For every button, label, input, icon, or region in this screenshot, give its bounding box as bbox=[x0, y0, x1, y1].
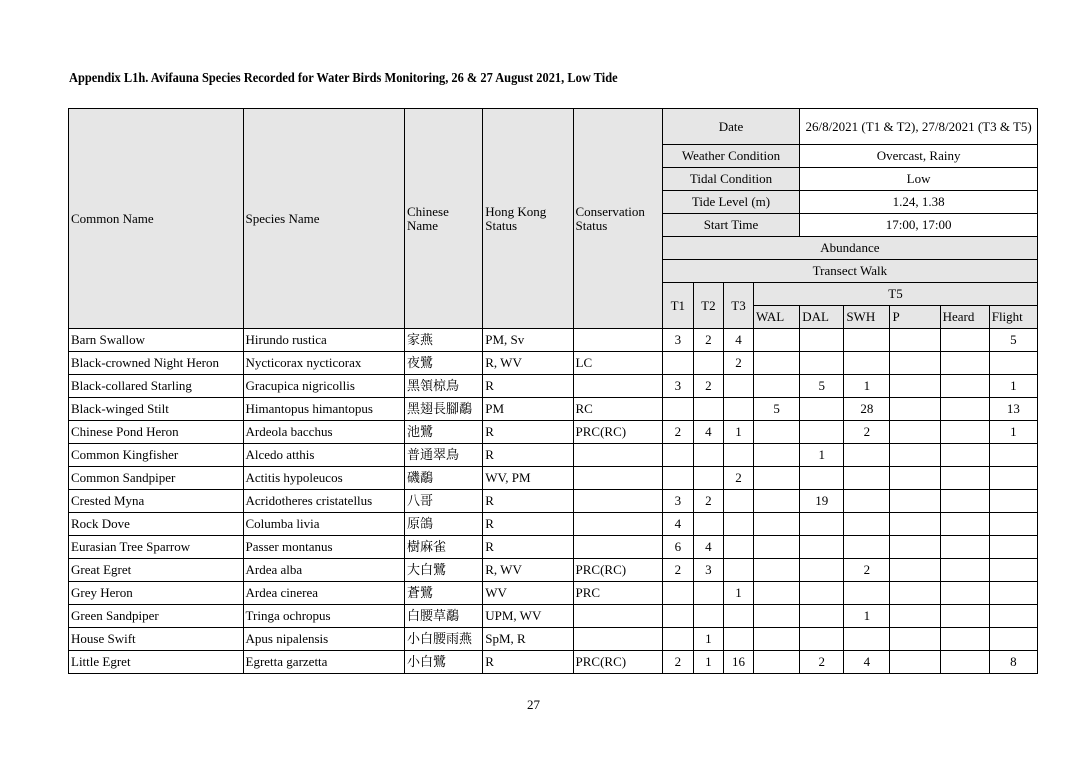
swh-count-cell bbox=[844, 352, 890, 375]
dal-count-cell bbox=[800, 559, 844, 582]
swh-count-cell: 2 bbox=[844, 421, 890, 444]
header-tidal-value: Low bbox=[800, 168, 1038, 191]
t3-count-cell bbox=[723, 398, 753, 421]
dal-count-cell bbox=[800, 329, 844, 352]
conservation-status-cell: PRC(RC) bbox=[573, 421, 662, 444]
conservation-status-cell bbox=[573, 513, 662, 536]
chinese-name-cell: 白腰草鷸 bbox=[405, 605, 483, 628]
chinese-name-cell: 普通翠鳥 bbox=[405, 444, 483, 467]
t1-count-cell bbox=[662, 398, 693, 421]
common-name-cell: Little Egret bbox=[69, 651, 244, 674]
header-flight: Flight bbox=[989, 306, 1037, 329]
species-table bbox=[68, 108, 1038, 674]
species-name-cell: Gracupica nigricollis bbox=[243, 375, 404, 398]
species-name-cell: Ardea cinerea bbox=[243, 582, 404, 605]
t2-count-cell bbox=[693, 582, 723, 605]
dal-count-cell bbox=[800, 536, 844, 559]
swh-count-cell: 2 bbox=[844, 559, 890, 582]
flight-count-cell bbox=[989, 513, 1037, 536]
t1-count-cell: 2 bbox=[662, 559, 693, 582]
hk-status-cell: R bbox=[483, 490, 573, 513]
t3-count-cell bbox=[723, 628, 753, 651]
hk-status-cell: WV, PM bbox=[483, 467, 573, 490]
chinese-name-cell: 蒼鷺 bbox=[405, 582, 483, 605]
t3-count-cell bbox=[723, 605, 753, 628]
common-name-cell: Great Egret bbox=[69, 559, 244, 582]
dal-count-cell bbox=[800, 421, 844, 444]
table-row bbox=[69, 490, 1038, 513]
table-row bbox=[69, 352, 1038, 375]
t2-count-cell: 3 bbox=[693, 559, 723, 582]
flight-count-cell bbox=[989, 559, 1037, 582]
table-body bbox=[69, 329, 1038, 674]
wal-count-cell bbox=[754, 352, 800, 375]
common-name-cell: Black-crowned Night Heron bbox=[69, 352, 244, 375]
t1-count-cell: 2 bbox=[662, 651, 693, 674]
p-count-cell bbox=[890, 444, 940, 467]
dal-count-cell bbox=[800, 398, 844, 421]
species-name-cell: Actitis hypoleucos bbox=[243, 467, 404, 490]
header-hk-status: Hong Kong Status bbox=[483, 109, 573, 329]
t3-count-cell: 1 bbox=[723, 421, 753, 444]
header-chinese-name: Chinese Name bbox=[405, 109, 483, 329]
dal-count-cell: 1 bbox=[800, 444, 844, 467]
hk-status-cell: R bbox=[483, 421, 573, 444]
heard-count-cell bbox=[940, 559, 989, 582]
hk-status-cell: R bbox=[483, 651, 573, 674]
dal-count-cell: 2 bbox=[800, 651, 844, 674]
flight-count-cell: 13 bbox=[989, 398, 1037, 421]
t2-count-cell: 4 bbox=[693, 421, 723, 444]
dal-count-cell bbox=[800, 467, 844, 490]
wal-count-cell bbox=[754, 467, 800, 490]
dal-count-cell bbox=[800, 513, 844, 536]
heard-count-cell bbox=[940, 628, 989, 651]
p-count-cell bbox=[890, 398, 940, 421]
t2-count-cell bbox=[693, 467, 723, 490]
common-name-cell: Chinese Pond Heron bbox=[69, 421, 244, 444]
hk-status-cell: UPM, WV bbox=[483, 605, 573, 628]
swh-count-cell bbox=[844, 536, 890, 559]
species-name-cell: Egretta garzetta bbox=[243, 651, 404, 674]
table-row bbox=[69, 605, 1038, 628]
chinese-name-cell: 家燕 bbox=[405, 329, 483, 352]
header-swh: SWH bbox=[844, 306, 890, 329]
hk-status-cell: R bbox=[483, 375, 573, 398]
header-transect-walk: Transect Walk bbox=[662, 260, 1037, 283]
t1-count-cell: 3 bbox=[662, 329, 693, 352]
conservation-status-cell: PRC(RC) bbox=[573, 559, 662, 582]
p-count-cell bbox=[890, 559, 940, 582]
wal-count-cell bbox=[754, 536, 800, 559]
heard-count-cell bbox=[940, 444, 989, 467]
t1-count-cell: 6 bbox=[662, 536, 693, 559]
t3-count-cell: 1 bbox=[723, 582, 753, 605]
heard-count-cell bbox=[940, 651, 989, 674]
species-name-cell: Apus nipalensis bbox=[243, 628, 404, 651]
swh-count-cell: 1 bbox=[844, 375, 890, 398]
common-name-cell: Black-winged Stilt bbox=[69, 398, 244, 421]
header-common-name: Common Name bbox=[69, 109, 244, 329]
swh-count-cell: 28 bbox=[844, 398, 890, 421]
swh-count-cell bbox=[844, 513, 890, 536]
header-heard: Heard bbox=[940, 306, 989, 329]
t3-count-cell: 16 bbox=[723, 651, 753, 674]
p-count-cell bbox=[890, 651, 940, 674]
swh-count-cell bbox=[844, 628, 890, 651]
p-count-cell bbox=[890, 421, 940, 444]
common-name-cell: House Swift bbox=[69, 628, 244, 651]
table-row bbox=[69, 329, 1038, 352]
t2-count-cell bbox=[693, 513, 723, 536]
common-name-cell: Rock Dove bbox=[69, 513, 244, 536]
wal-count-cell bbox=[754, 375, 800, 398]
common-name-cell: Grey Heron bbox=[69, 582, 244, 605]
common-name-cell: Green Sandpiper bbox=[69, 605, 244, 628]
table-row bbox=[69, 467, 1038, 490]
flight-count-cell bbox=[989, 628, 1037, 651]
wal-count-cell bbox=[754, 490, 800, 513]
p-count-cell bbox=[890, 605, 940, 628]
t1-count-cell: 3 bbox=[662, 375, 693, 398]
conservation-status-cell: LC bbox=[573, 352, 662, 375]
t2-count-cell: 2 bbox=[693, 375, 723, 398]
p-count-cell bbox=[890, 582, 940, 605]
p-count-cell bbox=[890, 467, 940, 490]
common-name-cell: Eurasian Tree Sparrow bbox=[69, 536, 244, 559]
species-name-cell: Alcedo atthis bbox=[243, 444, 404, 467]
species-name-cell: Nycticorax nycticorax bbox=[243, 352, 404, 375]
chinese-name-cell: 池鷺 bbox=[405, 421, 483, 444]
header-start-time-value: 17:00, 17:00 bbox=[800, 214, 1038, 237]
swh-count-cell: 1 bbox=[844, 605, 890, 628]
conservation-status-cell bbox=[573, 467, 662, 490]
hk-status-cell: WV bbox=[483, 582, 573, 605]
header-weather-value: Overcast, Rainy bbox=[800, 145, 1038, 168]
heard-count-cell bbox=[940, 536, 989, 559]
t2-count-cell: 1 bbox=[693, 651, 723, 674]
header-t3: T3 bbox=[723, 283, 753, 329]
header-p: P bbox=[890, 306, 940, 329]
t3-count-cell: 4 bbox=[723, 329, 753, 352]
chinese-name-cell: 黑翅長腳鷸 bbox=[405, 398, 483, 421]
t3-count-cell bbox=[723, 536, 753, 559]
flight-count-cell: 5 bbox=[989, 329, 1037, 352]
chinese-name-cell: 小白腰雨燕 bbox=[405, 628, 483, 651]
dal-count-cell bbox=[800, 582, 844, 605]
t3-count-cell bbox=[723, 444, 753, 467]
heard-count-cell bbox=[940, 375, 989, 398]
t1-count-cell bbox=[662, 628, 693, 651]
header-species-name: Species Name bbox=[243, 109, 404, 329]
species-name-cell: Ardeola bacchus bbox=[243, 421, 404, 444]
t2-count-cell: 4 bbox=[693, 536, 723, 559]
t3-count-cell: 2 bbox=[723, 467, 753, 490]
wal-count-cell bbox=[754, 329, 800, 352]
flight-count-cell: 1 bbox=[989, 421, 1037, 444]
t2-count-cell: 1 bbox=[693, 628, 723, 651]
heard-count-cell bbox=[940, 352, 989, 375]
t1-count-cell bbox=[662, 444, 693, 467]
species-name-cell: Ardea alba bbox=[243, 559, 404, 582]
flight-count-cell bbox=[989, 352, 1037, 375]
common-name-cell: Common Kingfisher bbox=[69, 444, 244, 467]
conservation-status-cell bbox=[573, 375, 662, 398]
header-wal: WAL bbox=[754, 306, 800, 329]
t1-count-cell bbox=[662, 352, 693, 375]
t1-count-cell: 4 bbox=[662, 513, 693, 536]
t1-count-cell: 2 bbox=[662, 421, 693, 444]
page-number: 27 bbox=[527, 697, 540, 712]
t2-count-cell: 2 bbox=[693, 490, 723, 513]
t1-count-cell bbox=[662, 582, 693, 605]
chinese-name-cell: 樹麻雀 bbox=[405, 536, 483, 559]
hk-status-cell: R, WV bbox=[483, 352, 573, 375]
chinese-name-cell: 八哥 bbox=[405, 490, 483, 513]
header-tide-level-label: Tide Level (m) bbox=[662, 191, 799, 214]
hk-status-cell: PM bbox=[483, 398, 573, 421]
conservation-status-cell: PRC(RC) bbox=[573, 651, 662, 674]
p-count-cell bbox=[890, 536, 940, 559]
table-row bbox=[69, 375, 1038, 398]
hk-status-cell: R bbox=[483, 513, 573, 536]
species-name-cell: Himantopus himantopus bbox=[243, 398, 404, 421]
dal-count-cell bbox=[800, 605, 844, 628]
swh-count-cell bbox=[844, 582, 890, 605]
conservation-status-cell bbox=[573, 329, 662, 352]
hk-status-cell: R bbox=[483, 536, 573, 559]
species-name-cell: Columba livia bbox=[243, 513, 404, 536]
dal-count-cell bbox=[800, 352, 844, 375]
table-row bbox=[69, 651, 1038, 674]
common-name-cell: Crested Myna bbox=[69, 490, 244, 513]
flight-count-cell: 8 bbox=[989, 651, 1037, 674]
swh-count-cell bbox=[844, 444, 890, 467]
wal-count-cell bbox=[754, 513, 800, 536]
hk-status-cell: SpM, R bbox=[483, 628, 573, 651]
t2-count-cell bbox=[693, 605, 723, 628]
chinese-name-cell: 小白鷺 bbox=[405, 651, 483, 674]
header-weather-label: Weather Condition bbox=[662, 145, 799, 168]
species-name-cell: Passer montanus bbox=[243, 536, 404, 559]
hk-status-cell: R bbox=[483, 444, 573, 467]
hk-status-cell: PM, Sv bbox=[483, 329, 573, 352]
common-name-cell: Barn Swallow bbox=[69, 329, 244, 352]
table-row bbox=[69, 513, 1038, 536]
p-count-cell bbox=[890, 352, 940, 375]
conservation-status-cell bbox=[573, 605, 662, 628]
heard-count-cell bbox=[940, 467, 989, 490]
t1-count-cell bbox=[662, 467, 693, 490]
swh-count-cell bbox=[844, 329, 890, 352]
t3-count-cell: 2 bbox=[723, 352, 753, 375]
species-name-cell: Hirundo rustica bbox=[243, 329, 404, 352]
swh-count-cell: 4 bbox=[844, 651, 890, 674]
heard-count-cell bbox=[940, 490, 989, 513]
p-count-cell bbox=[890, 329, 940, 352]
t2-count-cell: 2 bbox=[693, 329, 723, 352]
conservation-status-cell: RC bbox=[573, 398, 662, 421]
header-tide-level-value: 1.24, 1.38 bbox=[800, 191, 1038, 214]
t2-count-cell bbox=[693, 352, 723, 375]
t1-count-cell: 3 bbox=[662, 490, 693, 513]
header-date-value: 26/8/2021 (T1 & T2), 27/8/2021 (T3 & T5) bbox=[800, 109, 1038, 145]
header-tidal-label: Tidal Condition bbox=[662, 168, 799, 191]
wal-count-cell: 5 bbox=[754, 398, 800, 421]
conservation-status-cell bbox=[573, 536, 662, 559]
heard-count-cell bbox=[940, 605, 989, 628]
table-row bbox=[69, 628, 1038, 651]
heard-count-cell bbox=[940, 513, 989, 536]
t3-count-cell bbox=[723, 490, 753, 513]
t3-count-cell bbox=[723, 513, 753, 536]
t3-count-cell bbox=[723, 375, 753, 398]
chinese-name-cell: 黑領椋鳥 bbox=[405, 375, 483, 398]
p-count-cell bbox=[890, 375, 940, 398]
table-row bbox=[69, 559, 1038, 582]
flight-count-cell bbox=[989, 605, 1037, 628]
table-row bbox=[69, 582, 1038, 605]
header-abundance: Abundance bbox=[662, 237, 1037, 260]
conservation-status-cell: PRC bbox=[573, 582, 662, 605]
flight-count-cell: 1 bbox=[989, 375, 1037, 398]
header-t2: T2 bbox=[693, 283, 723, 329]
species-name-cell: Acridotheres cristatellus bbox=[243, 490, 404, 513]
species-name-cell: Tringa ochropus bbox=[243, 605, 404, 628]
flight-count-cell bbox=[989, 444, 1037, 467]
heard-count-cell bbox=[940, 398, 989, 421]
header-date-label: Date bbox=[662, 109, 799, 145]
p-count-cell bbox=[890, 628, 940, 651]
t2-count-cell bbox=[693, 398, 723, 421]
wal-count-cell bbox=[754, 444, 800, 467]
chinese-name-cell: 原鴿 bbox=[405, 513, 483, 536]
dal-count-cell bbox=[800, 628, 844, 651]
table-row bbox=[69, 398, 1038, 421]
table-row bbox=[69, 536, 1038, 559]
p-count-cell bbox=[890, 490, 940, 513]
heard-count-cell bbox=[940, 329, 989, 352]
header-conservation-status: Conservation Status bbox=[573, 109, 662, 329]
t1-count-cell bbox=[662, 605, 693, 628]
flight-count-cell bbox=[989, 490, 1037, 513]
flight-count-cell bbox=[989, 536, 1037, 559]
t3-count-cell bbox=[723, 559, 753, 582]
wal-count-cell bbox=[754, 421, 800, 444]
document-title: Appendix L1h. Avifauna Species Recorded for Water Birds Monitoring, 26 & 27 August 2021, Low Tide bbox=[69, 70, 618, 85]
wal-count-cell bbox=[754, 651, 800, 674]
flight-count-cell bbox=[989, 582, 1037, 605]
header-dal: DAL bbox=[800, 306, 844, 329]
chinese-name-cell: 大白鷺 bbox=[405, 559, 483, 582]
wal-count-cell bbox=[754, 559, 800, 582]
dal-count-cell: 5 bbox=[800, 375, 844, 398]
wal-count-cell bbox=[754, 628, 800, 651]
table-row bbox=[69, 421, 1038, 444]
hk-status-cell: R, WV bbox=[483, 559, 573, 582]
heard-count-cell bbox=[940, 421, 989, 444]
conservation-status-cell bbox=[573, 490, 662, 513]
swh-count-cell bbox=[844, 467, 890, 490]
table-row bbox=[69, 444, 1038, 467]
heard-count-cell bbox=[940, 582, 989, 605]
header-start-time-label: Start Time bbox=[662, 214, 799, 237]
flight-count-cell bbox=[989, 467, 1037, 490]
swh-count-cell bbox=[844, 490, 890, 513]
p-count-cell bbox=[890, 513, 940, 536]
conservation-status-cell bbox=[573, 628, 662, 651]
dal-count-cell: 19 bbox=[800, 490, 844, 513]
header-t1: T1 bbox=[662, 283, 693, 329]
chinese-name-cell: 磯鷸 bbox=[405, 467, 483, 490]
wal-count-cell bbox=[754, 582, 800, 605]
conservation-status-cell bbox=[573, 444, 662, 467]
chinese-name-cell: 夜鷺 bbox=[405, 352, 483, 375]
common-name-cell: Common Sandpiper bbox=[69, 467, 244, 490]
wal-count-cell bbox=[754, 605, 800, 628]
header-t5: T5 bbox=[754, 283, 1038, 306]
t2-count-cell bbox=[693, 444, 723, 467]
common-name-cell: Black-collared Starling bbox=[69, 375, 244, 398]
